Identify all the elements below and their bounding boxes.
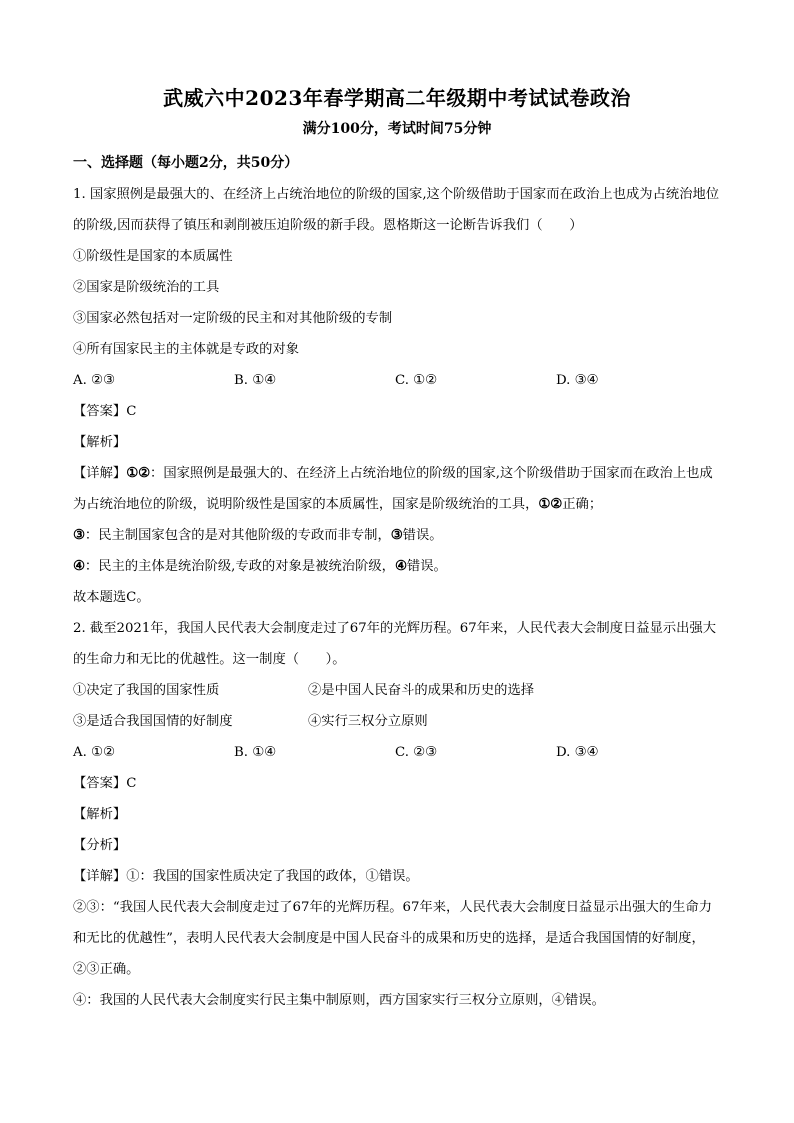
answer-value: C xyxy=(126,404,137,419)
detail-text: ：民主的主体是统治阶级,专政的对象是被统治阶级， xyxy=(84,559,395,574)
q1-option-b: B. ①④ xyxy=(234,373,277,388)
answer-value: C xyxy=(126,776,137,791)
q2-items-row-2 xyxy=(73,706,725,737)
detail-tag: 【详解】 xyxy=(73,466,127,481)
answer-tag: 【答案】 xyxy=(73,404,127,419)
page-title: 武威六中2023年春学期高二年级期中考试试卷政治 xyxy=(163,86,631,110)
detail-lead: ③ xyxy=(73,528,85,543)
q1-item-2: ②国家是阶级统治的工具 xyxy=(73,280,220,295)
q1-detail-3 xyxy=(73,551,725,582)
q2-item-1: ①决定了我国的国家性质 xyxy=(73,683,220,698)
q2-item-3: ③是适合我国国情的好制度 xyxy=(73,714,233,729)
q1-options xyxy=(73,365,725,396)
q1-stem: 1. 国家照例是最强大的、在经济上占统治地位的阶级的国家,这个阶级借助于国家而在政治上也成为占统治地位的阶级,因而获得了镇压和剥削被压迫阶级的新手段。恩格斯这一论断告诉我们（ ） xyxy=(73,187,720,233)
section-heading: 一、选择题（每小题2分，共50分） xyxy=(73,155,299,171)
q2-option-c: C. ②③ xyxy=(395,745,437,760)
detail-end: 正确； xyxy=(562,497,603,512)
q2-option-b: B. ①④ xyxy=(234,745,277,760)
q1-option-d: D. ③④ xyxy=(556,373,599,388)
q1-conclusion: 故本题选C。 xyxy=(73,590,150,605)
detail-lead: ①② xyxy=(126,466,151,481)
q2-item-4: ④实行三权分立原则 xyxy=(308,714,428,729)
q2-detail-3: ④：我国的人民代表大会制度实行民主集中制原则，西方国家实行三权分立原则，④错误。 xyxy=(73,993,605,1008)
q1-detail-2 xyxy=(73,520,725,551)
detail-end: 错误。 xyxy=(406,559,447,574)
q1-item-4: ④所有国家民主的主体就是专政的对象 xyxy=(73,342,300,357)
q2-analysis-tag: 【解析】 xyxy=(73,807,127,822)
q1-answer xyxy=(73,396,725,427)
detail-mark: ④ xyxy=(394,559,407,574)
q1-option-a: A. ②③ xyxy=(73,373,115,388)
q1-analysis-tag: 【解析】 xyxy=(73,435,127,450)
exam-content xyxy=(73,148,725,1016)
q2-fenxi-tag: 【分析】 xyxy=(73,838,127,853)
detail-mark: ①② xyxy=(538,497,563,512)
detail-text: ：国家照例是最强大的、在经济上占统治地位的阶级的国家,这个阶级借助于国家而在政治上也成为占统治地位的阶级，说明阶级性是国家的本质属性，国家是阶级统治的工具， xyxy=(73,466,713,512)
q1-option-c: C. ①② xyxy=(395,373,437,388)
q2-option-a: A. ①② xyxy=(73,745,115,760)
detail-tag: 【详解】 xyxy=(73,869,127,884)
page-subtitle: 满分100分，考试时间75分钟 xyxy=(302,121,492,137)
detail-end: 错误。 xyxy=(402,528,443,543)
q2-option-d: D. ③④ xyxy=(556,745,599,760)
q1-detail-1 xyxy=(73,458,725,520)
q2-stem: 2. 截至2021年，我国人民代表大会制度走过了67年的光辉历程。67年来，人民代表大会制度日益显示出强大的生命力和无比的优越性。这一制度（ ）。 xyxy=(73,621,717,667)
q2-item-2: ②是中国人民奋斗的成果和历史的选择 xyxy=(308,683,535,698)
q2-detail-2: ②③：“我国人民代表大会制度走过了67年的光辉历程。67年来，人民代表大会制度日益显示出强大的生命力和无比的优越性”，表明人民代表大会制度是中国人民奋斗的成果和历史的选择，是适合我国国情的好制度，②③正确。 xyxy=(73,900,712,977)
detail-mark: ③ xyxy=(390,528,403,543)
q1-item-3: ③国家必然包括对一定阶级的民主和对其他阶级的专制 xyxy=(73,311,393,326)
q2-answer xyxy=(73,768,725,799)
q1-item-1: ①阶级性是国家的本质属性 xyxy=(73,249,233,264)
q2-options xyxy=(73,737,725,768)
q2-detail-1 xyxy=(73,861,725,892)
detail-text: ①：我国的国家性质决定了我国的政体，①错误。 xyxy=(126,869,419,884)
detail-text: ：民主制国家包含的是对其他阶级的专政而非专制， xyxy=(84,528,391,543)
answer-tag: 【答案】 xyxy=(73,776,127,791)
q2-items-row-1 xyxy=(73,675,725,706)
detail-lead: ④ xyxy=(73,559,85,574)
